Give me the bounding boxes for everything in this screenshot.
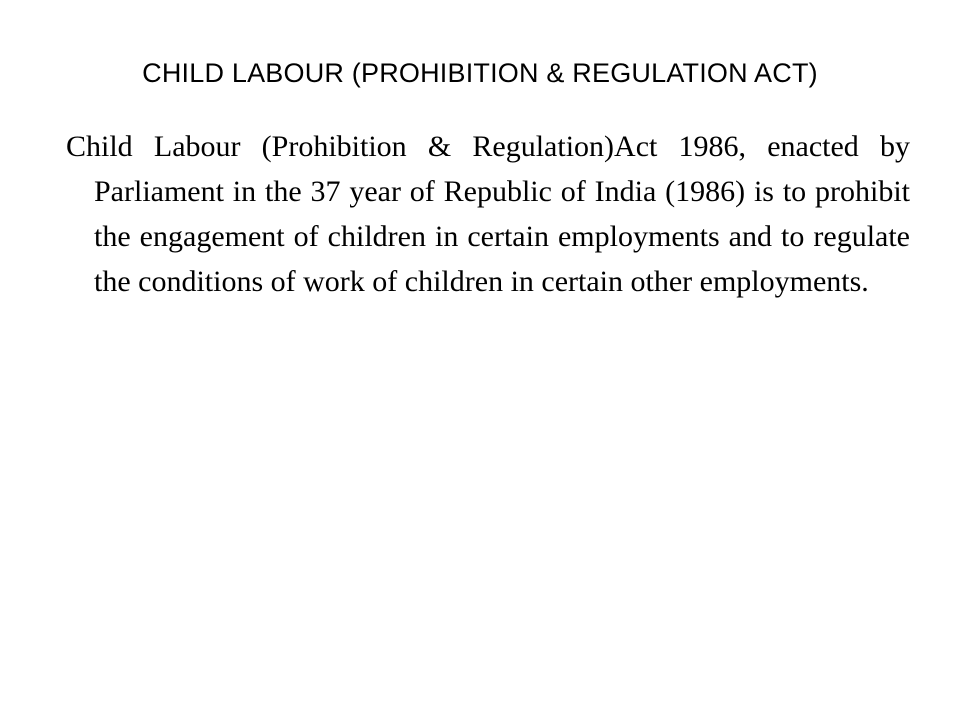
slide-body-text: Child Labour (Prohibition & Regulation)Act 1986, enacted by Parliament in the 37 year of Republic of India (1986) is to prohibit the engagement of children in certain employments and to regulate the conditions of work of children in certain other employments. [66, 130, 910, 298]
slide-title: CHILD LABOUR (PROHIBITION & REGULATION ACT) [142, 58, 818, 88]
